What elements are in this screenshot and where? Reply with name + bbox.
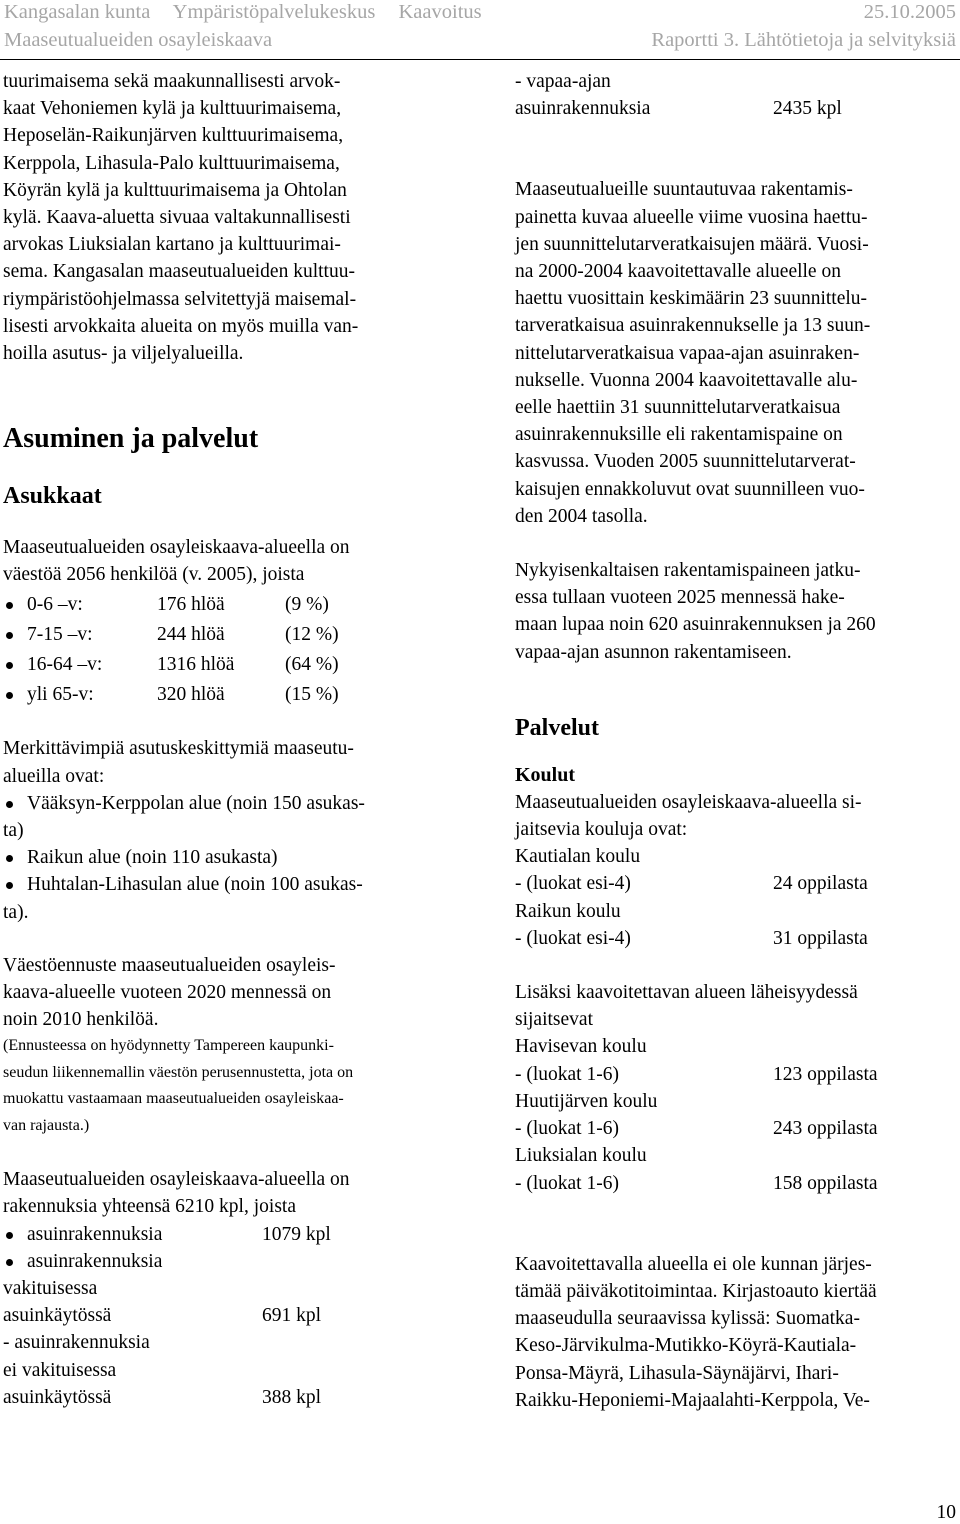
header-doc-title: Maaseutualueiden osayleiskaava: [4, 29, 273, 51]
text-line: ta): [3, 820, 24, 842]
text-line: alueilla ovat:: [3, 765, 105, 787]
heading-residents: Asukkaat: [3, 483, 102, 510]
text-line: kylä. Kaava-aluetta sivuaa valtakunnallisesti: [3, 207, 351, 229]
list-item: yli 65-v: 320 hlöä (15 %): [3, 681, 443, 708]
text-line: painetta kuvaa alueelle viime vuosina haettu-: [515, 206, 868, 228]
text-line: Köyrän kylä ja kulttuurimaisema ja Ohtolan: [3, 179, 347, 201]
text-line: ei vakituisessa: [3, 1359, 117, 1381]
text-line: maan lupaa noin 620 asuinrakennuksen ja 260: [515, 614, 876, 636]
text-line: vakituisessa: [3, 1277, 98, 1299]
heading-services: Palvelut: [515, 714, 599, 741]
text-line: Raikku-Heponiemi-Majaalahti-Kerppola, Ve-: [515, 1389, 870, 1411]
school-row: - (luokat 1-6) 158 oppilasta: [515, 1172, 878, 1194]
list-item: 16-64 –v: 1316 hlöä (64 %): [3, 651, 443, 678]
text-line: den 2004 tasolla.: [515, 505, 648, 527]
text-line: Kerppola, Lihasula-Palo kulttuurimaisema,: [3, 152, 340, 174]
text-line: Väestöennuste maaseutualueiden osayleis-: [3, 954, 336, 976]
school-name: Huutijärven koulu: [515, 1090, 658, 1112]
nearby-schools-list: [515, 1033, 957, 1196]
text-line: ta).: [3, 901, 29, 923]
text-line: (Ennusteessa on hyödynnetty Tampereen kaupunki-: [3, 1037, 334, 1055]
text-line: Nykyisenkaltaisen rakentamispaineen jatku-: [515, 560, 861, 582]
text-line: kaat Vehoniemen kylä ja kulttuurimaisema,: [3, 98, 342, 120]
schools-list: [515, 843, 957, 952]
text-line: haettu vuosittain keskimäärin 23 suunnittelu-: [515, 288, 868, 310]
text-line: nittelutarveratkaisua vapaa-ajan asuinraken-: [515, 342, 860, 364]
header-line-1: [4, 1, 482, 24]
text-line: na 2000-2004 kaavoitettavalle alueelle on: [515, 261, 841, 283]
header-org: Kangasalan kunta: [4, 1, 151, 23]
header-rule: [0, 59, 960, 60]
text-line: Maaseutualueiden osayleiskaava-alueella si-: [515, 791, 862, 813]
text-line: kaisujen ennakkoluvut ovat suunnilleen vuo-: [515, 478, 865, 500]
text-line: kasvussa. Vuoden 2005 suunnittelutarverat-: [515, 451, 856, 473]
list-item: Huhtalan-Lihasulan alue (noin 100 asukas-: [3, 871, 443, 898]
text-line: sijaitsevat: [515, 1009, 593, 1031]
list-item: asuinkäytössä 388 kpl: [3, 1386, 322, 1408]
text-line: Lisäksi kaavoitettavan alueen läheisyydessä: [515, 982, 858, 1004]
school-name: Havisevan koulu: [515, 1036, 647, 1058]
nearby-schools-intro: [515, 979, 957, 1033]
text-line: eelle haettiin 31 suunnittelutarveratkaisua: [515, 397, 841, 419]
schools-intro: [515, 789, 957, 843]
text-line: Ponsa-Mäyrä, Lihasula-Säynäjärvi, Ihari-: [515, 1362, 839, 1384]
text-line: vapaa-ajan asunnon rakentamiseen.: [515, 641, 792, 663]
text-line: tarveratkaisua asuinrakennukselle ja 13 suun-: [515, 315, 871, 337]
school-row: - (luokat 1-6) 123 oppilasta: [515, 1063, 878, 1085]
text-line: hoilla asutus- ja viljelyalueilla.: [3, 343, 244, 365]
text-line: arvokas Liuksialan kartano ja kulttuurimai-: [3, 234, 341, 256]
header-date: 25.10.2005: [863, 1, 956, 23]
forecast-note: [3, 1033, 443, 1139]
text-line: Kaavoitettavalla alueella ei ole kunnan järjes-: [515, 1253, 872, 1275]
header-dept: Ympäristöpalvelukeskus: [172, 1, 376, 23]
buildings-list: [3, 1221, 443, 1411]
text-line: kaava-alueelle vuoteen 2020 mennessä on: [3, 982, 332, 1004]
text-line: asuinrakennuksille eli rakentamispaine on: [515, 424, 843, 446]
school-name: Kautialan koulu: [515, 846, 641, 868]
population-intro: [3, 534, 443, 588]
heading-schools: Koulut: [515, 763, 576, 786]
list-item: asuinrakennuksia: [3, 1248, 443, 1275]
text-line: tämää päiväkotitoimintaa. Kirjastoauto kiertää: [515, 1280, 877, 1302]
text-line: Maaseutualueille suuntautuvaa rakentamis-: [515, 179, 853, 201]
buildings-intro: [3, 1166, 443, 1220]
page-number: 10: [936, 1502, 956, 1523]
text-line: - vapaa-ajan: [515, 71, 611, 92]
construction-pressure-paragraph: [515, 176, 957, 530]
right-column: [515, 68, 957, 1414]
school-row: - (luokat esi-4) 24 oppilasta: [515, 873, 868, 895]
text-line: jaitsevia kouluja ovat:: [515, 819, 688, 841]
text-line: muokattu vastaamaan maaseutualueiden osayleiskaa-: [3, 1090, 344, 1108]
daycare-library-paragraph: [515, 1251, 957, 1414]
text-line: maaseudulla seuraavissa kylissä: Suomatka-: [515, 1308, 860, 1330]
text-line: Maaseutualueiden osayleiskaava-alueella on: [3, 1169, 350, 1191]
cluster-list: [3, 790, 443, 926]
school-row: - (luokat esi-4) 31 oppilasta: [515, 927, 868, 949]
list-item: Vääksyn-Kerppolan alue (noin 150 asukas-: [3, 790, 443, 817]
text-line: Merkittävimpiä asutuskeskittymiä maaseutu-: [3, 738, 354, 760]
clusters-intro: [3, 735, 443, 789]
text-line: rakennuksia yhteensä 6210 kpl, joista: [3, 1196, 296, 1218]
school-row: - (luokat 1-6) 243 oppilasta: [515, 1118, 878, 1140]
list-item: 0-6 –v: 176 hlöä (9 %): [3, 591, 443, 618]
text-line: lisesti arvokkaita alueita on myös muilla van-: [3, 315, 359, 337]
text-line: - asuinrakennuksia: [3, 1332, 150, 1354]
text-line: väestöä 2056 henkilöä (v. 2005), joista: [3, 564, 305, 586]
header-unit: Kaavoitus: [398, 1, 482, 23]
header-report: Raportti 3. Lähtötietoja ja selvityksiä: [651, 29, 956, 51]
text-line: Heposelän-Raikunjärven kulttuurimaisema,: [3, 125, 344, 147]
age-group-list: [3, 591, 443, 709]
heading-housing-services: Asuminen ja palvelut: [3, 423, 259, 455]
text-line: Maaseutualueiden osayleiskaava-alueella on: [3, 537, 350, 559]
vacation-buildings: [515, 68, 957, 122]
text-line: van rajausta.): [3, 1116, 90, 1134]
list-item: Raikun alue (noin 110 asukasta): [3, 844, 443, 871]
text-line: riympäristöohjelmassa selvitettyjä maisemal-: [3, 288, 357, 310]
text-line: noin 2010 henkilöä.: [3, 1009, 159, 1031]
text-line: tuurimaisema sekä maakunnallisesti arvok-: [3, 71, 341, 92]
forecast-paragraph: [3, 952, 443, 1034]
list-item: asuinkäytössä 691 kpl: [3, 1305, 322, 1327]
intro-paragraph: [3, 68, 443, 367]
text-line: jen suunnittelutarveratkaisujen määrä. Vuosi-: [515, 233, 869, 255]
text-line: sema. Kangasalan maaseutualueiden kulttuu-: [3, 261, 355, 283]
page-header: [0, 0, 960, 64]
future-demand-paragraph: [515, 557, 957, 666]
text-line: essa tullaan vuoteen 2025 mennessä hake-: [515, 587, 845, 609]
list-item: asuinrakennuksia 1079 kpl: [3, 1221, 443, 1248]
school-name: Raikun koulu: [515, 900, 621, 922]
list-item: asuinrakennuksia 2435 kpl: [515, 98, 842, 120]
text-line: seudun liikennemallin väestön perusennustetta, jota on: [3, 1063, 354, 1081]
left-column: [3, 68, 443, 1411]
school-name: Liuksialan koulu: [515, 1145, 647, 1167]
text-line: nukselle. Vuonna 2004 kaavoitettavalle alu-: [515, 369, 858, 391]
text-line: Keso-Järvikulma-Mutikko-Köyrä-Kautiala-: [515, 1335, 857, 1357]
list-item: 7-15 –v: 244 hlöä (12 %): [3, 621, 443, 648]
